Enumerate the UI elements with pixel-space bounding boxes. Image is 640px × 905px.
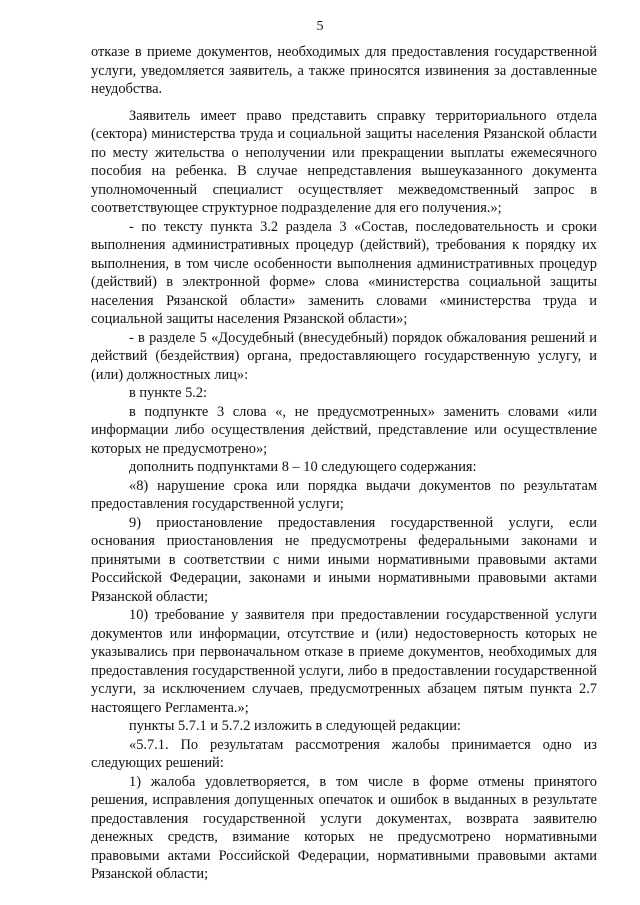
- paragraph: в подпункте 3 слова «, не предусмотренных» заменить словами «или информации либо осуществления действий, представление или осуществление которых не предусмотрено»;: [91, 403, 597, 457]
- paragraph: дополнить подпунктами 8 – 10 следующего содержания:: [129, 459, 477, 475]
- paragraph: пункты 5.7.1 и 5.7.2 изложить в следующей редакции:: [129, 718, 461, 734]
- paragraph: «8) нарушение срока или порядка выдачи документов по результатам предоставления государственной услуги;: [91, 477, 597, 512]
- paragraph: 10) требование у заявителя при предоставлении государственной услуги документов или информации, отсутствие и (или) недостоверность которых не указывались при первоначальном отказе в приеме документов, необходимых для предоставления государственной услуги, либо в предоставлении государственной услуги, за исключением случаев, предусмотренных абзацем пятым пункта 2.7 настоящего Регламента.»;: [91, 607, 597, 716]
- paragraph: в пункте 5.2:: [129, 385, 208, 401]
- paragraph: 1) жалоба удовлетворяется, в том числе в форме отмены принятого решения, исправления допущенных опечаток и ошибок в выданных в результате предоставления государственной услуги документах, возврата заявителю денежных средств, взимание которых не предусмотрено нормативными правовыми актами Российской Федерации, нормативными правовыми актами Рязанской области;: [91, 773, 597, 882]
- paragraph: отказе в приеме документов, необходимых для предоставления государственной услуги, уведомляется заявитель, а также приносятся извинения за доставленные неудобства.: [91, 44, 597, 97]
- document-body: [91, 43, 597, 884]
- paragraph: - в разделе 5 «Досудебный (внесудебный) порядок обжалования решений и действий (бездействия) органа, предоставляющего государственную услугу, и (или) должностных лиц»:: [91, 329, 597, 383]
- page-number: 5: [316, 19, 324, 34]
- paragraph: Заявитель имеет право представить справку территориального отдела (сектора) министерства труда и социальной защиты населения Рязанской области по месту жительства о неполучении или прекращении выплаты ежемесячного пособия на ребенка. В случае непредставления вышеуказанного документа уполномоченный специалист осуществляет межведомственный запрос в соответствующее структурное подразделение для его получения.»;: [91, 107, 597, 216]
- paragraph: 9) приостановление предоставления государственной услуги, если основания приостановления не предусмотрены федеральными законами и принятыми в соответствии с ними иными нормативными правовыми актами Российской Федерации, законами и иными нормативными правовыми актами Рязанской области;: [91, 514, 597, 605]
- paragraph: - по тексту пункта 3.2 раздела 3 «Состав, последовательность и сроки выполнения административных процедур (действий), требования к порядку их выполнения, в том числе особенности выполнения административных процедур (действий) в электронной форме» слова «министерства социальной защиты населения Рязанской области» заменить словами «министерства труда и социальной защиты населения Рязанской области»;: [91, 218, 597, 327]
- paragraph: «5.7.1. По результатам рассмотрения жалобы принимается одно из следующих решений:: [91, 736, 597, 771]
